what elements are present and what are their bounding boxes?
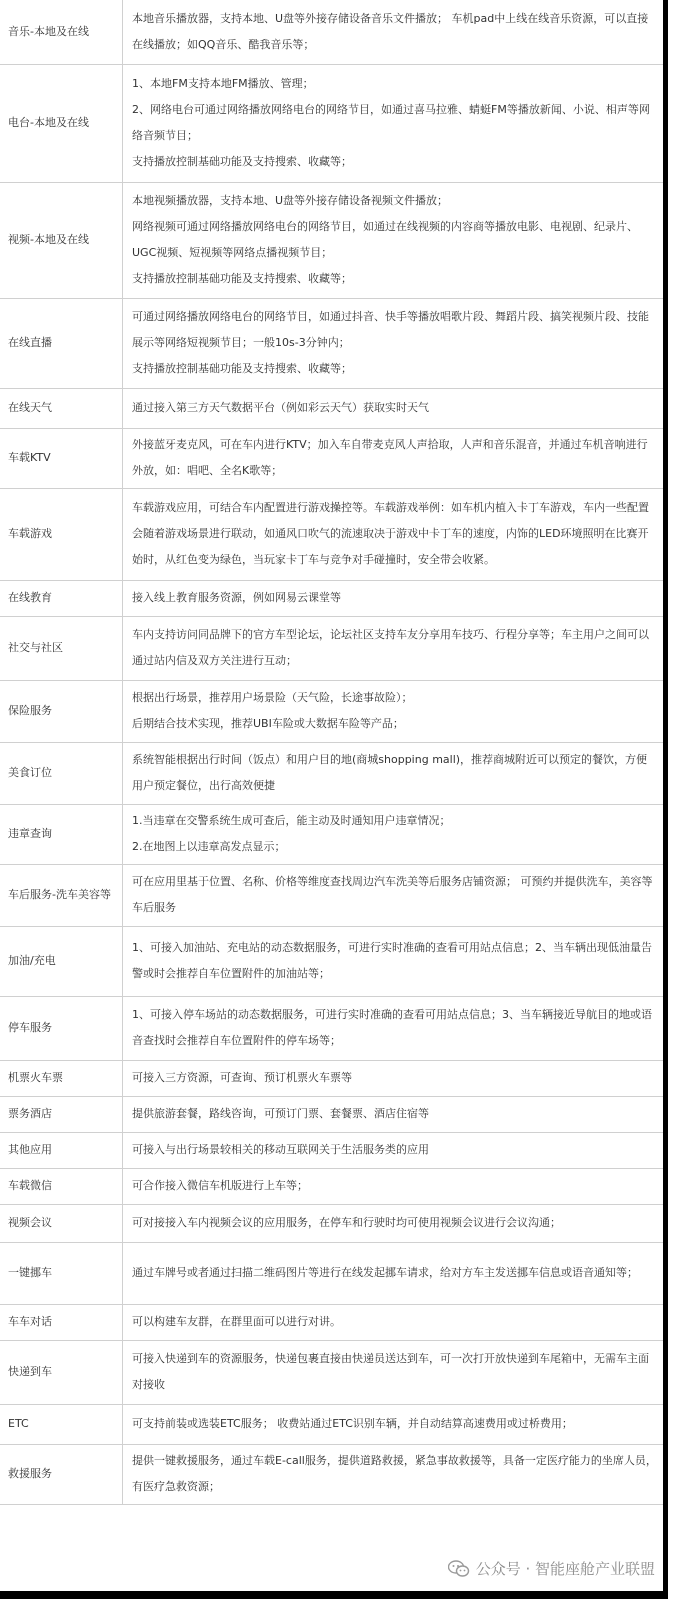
category-cell: 音乐-本地及在线 <box>0 0 123 64</box>
description-line: 1、可接入停车场站的动态数据服务，可进行实时准确的查看可用站点信息；3、当车辆接近导航目的地或语音查找时会推荐自车位置附件的停车场等； <box>132 1008 652 1047</box>
table-row <box>0 1096 663 1132</box>
table-row <box>0 0 663 64</box>
description-line: 可支持前装或选装ETC服务； 收费站通过ETC识别车辆，并自动结算高速费用或过桥费用； <box>132 1417 573 1430</box>
description-line: 可以构建车友群，在群里面可以进行对讲。 <box>132 1315 341 1328</box>
description-cell <box>123 580 664 616</box>
description-line: 提供一键救援服务，通过车载E-call服务，提供道路救援，紧急事故救援等，具备一定医疗能力的坐席人员，有医疗急救资源； <box>132 1454 657 1493</box>
category-cell: 加油/充电 <box>0 926 123 996</box>
table-row <box>0 1204 663 1242</box>
table-row <box>0 742 663 804</box>
description-line: 支持播放控制基础功能及支持搜索、收藏等； <box>132 272 352 285</box>
description-cell <box>123 488 664 580</box>
description-line: 可通过网络播放网络电台的网络节目，如通过抖音、快手等播放唱歌片段、舞蹈片段、搞笑视频片段、技能展示等网络短视频节目；一般10s-3分钟内； <box>132 310 649 349</box>
category-cell: 停车服务 <box>0 996 123 1060</box>
table-row <box>0 488 663 580</box>
description-line: 车载游戏应用，可结合车内配置进行游戏操控等。车载游戏举例：如车机内植入卡丁车游戏，车内一些配置会随着游戏场景进行联动，如通风口吹气的流速取决于游戏中卡丁车的速度，内饰的LED环境照明在比赛开始时，从红色变为绿色，当玩家卡丁车与竞争对手碰撞时，安全带会收紧。 <box>132 501 649 566</box>
table-row <box>0 616 663 680</box>
category-cell: 机票火车票 <box>0 1060 123 1096</box>
description-line: 网络视频可通过网络播放网络电台的网络节目，如通过在线视频的内容商等播放电影、电视剧、纪录片、UGC视频、短视频等网络点播视频节目； <box>132 220 638 259</box>
description-line: 车内支持访问同品牌下的官方车型论坛，论坛社区支持车友分享用车技巧、行程分享等；车主用户之间可以通过站内信及双方关注进行互动； <box>132 628 649 667</box>
description-line: 本地音乐播放器，支持本地、U盘等外接存储设备音乐文件播放； 车机pad中上线在线音乐资源，可以直接在线播放；如QQ音乐、酷我音乐等； <box>132 11 649 51</box>
table-row <box>0 298 663 388</box>
category-cell: 视频会议 <box>0 1204 123 1242</box>
watermark-footer <box>448 1558 655 1579</box>
description-line: 2、网络电台可通过网络播放网络电台的网络节目，如通过喜马拉雅、蜻蜓FM等播放新闻、小说、相声等网络音频节目； <box>132 103 650 142</box>
category-cell: ETC <box>0 1404 123 1444</box>
category-cell: 一键挪车 <box>0 1242 123 1304</box>
category-cell: 快递到车 <box>0 1340 123 1404</box>
description-cell <box>123 616 664 680</box>
category-cell: 电台-本地及在线 <box>0 64 123 182</box>
description-line: 通过接入第三方天气数据平台（例如彩云天气）获取实时天气 <box>132 401 429 414</box>
description-cell <box>123 1404 664 1444</box>
description-cell <box>123 742 664 804</box>
description-line: 通过车牌号或者通过扫描二维码图片等进行在线发起挪车请求，给对方车主发送挪车信息或语音通知等； <box>132 1266 638 1279</box>
category-cell: 保险服务 <box>0 680 123 742</box>
description-cell <box>123 804 664 864</box>
table-row <box>0 1132 663 1168</box>
description-cell <box>123 1204 664 1242</box>
description-cell <box>123 1060 664 1096</box>
table-row <box>0 680 663 742</box>
table-row <box>0 926 663 996</box>
description-cell <box>123 0 664 64</box>
table-row <box>0 1340 663 1404</box>
category-cell: 在线教育 <box>0 580 123 616</box>
description-line: 可合作接入微信车机版进行上车等； <box>132 1179 308 1192</box>
watermark-text: 公众号 · 智能座舱产业联盟 <box>475 1560 655 1578</box>
description-cell <box>123 1168 664 1204</box>
category-cell: 车载游戏 <box>0 488 123 580</box>
description-line: 可接入三方资源，可查询、预订机票火车票等 <box>132 1071 352 1084</box>
table-row <box>0 1242 663 1304</box>
category-cell: 车载微信 <box>0 1168 123 1204</box>
description-cell <box>123 388 664 428</box>
category-cell: 在线直播 <box>0 298 123 388</box>
category-cell: 美食订位 <box>0 742 123 804</box>
description-cell <box>123 680 664 742</box>
description-cell <box>123 1132 664 1168</box>
description-line: 可接入快递到车的资源服务，快递包裹直接由快递员送达到车，可一次打开放快递到车尾箱中，无需车主面对接收 <box>132 1352 649 1391</box>
description-cell <box>123 1242 664 1304</box>
description-cell <box>123 64 664 182</box>
table-row <box>0 1404 663 1444</box>
table-row <box>0 64 663 182</box>
table-row <box>0 580 663 616</box>
table-row <box>0 804 663 864</box>
description-line: 支持播放控制基础功能及支持搜索、收藏等； <box>132 362 352 375</box>
category-cell: 社交与社区 <box>0 616 123 680</box>
description-line: 1、本地FM支持本地FM播放、管理； <box>132 77 314 90</box>
category-cell: 车载KTV <box>0 428 123 488</box>
description-cell <box>123 1096 664 1132</box>
table-row <box>0 182 663 298</box>
description-cell <box>123 428 664 488</box>
description-cell <box>123 864 664 926</box>
category-cell: 在线天气 <box>0 388 123 428</box>
description-line: 可对接接入车内视频会议的应用服务，在停车和行驶时均可使用视频会议进行会议沟通； <box>132 1216 561 1229</box>
description-line: 2.在地图上以违章高发点显示； <box>132 840 286 853</box>
description-cell <box>123 1340 664 1404</box>
table-row <box>0 388 663 428</box>
table-row <box>0 428 663 488</box>
description-line: 可接入与出行场景较相关的移动互联网关于生活服务类的应用 <box>132 1143 429 1156</box>
category-cell: 视频-本地及在线 <box>0 182 123 298</box>
description-cell <box>123 926 664 996</box>
category-cell: 票务酒店 <box>0 1096 123 1132</box>
description-cell <box>123 298 664 388</box>
category-cell: 车后服务-洗车美容等 <box>0 864 123 926</box>
category-cell: 车车对话 <box>0 1304 123 1340</box>
category-cell: 违章查询 <box>0 804 123 864</box>
description-line: 提供旅游套餐，路线咨询，可预订门票、套餐票、酒店住宿等 <box>132 1107 429 1120</box>
table-row <box>0 1168 663 1204</box>
category-cell: 其他应用 <box>0 1132 123 1168</box>
description-line: 根据出行场景，推荐用户场景险（天气险，长途事故险）； <box>132 691 413 704</box>
wechat-icon <box>448 1560 470 1578</box>
table-row <box>0 996 663 1060</box>
table-row <box>0 1304 663 1340</box>
description-cell <box>123 1444 664 1504</box>
table-row <box>0 864 663 926</box>
description-line: 系统智能根据出行时间（饭点）和用户目的地(商城shopping mall)，推荐商城附近可以预定的餐饮，方便用户预定餐位，出行高效便捷 <box>132 753 648 792</box>
table-row <box>0 1060 663 1096</box>
description-line: 本地视频播放器，支持本地、U盘等外接存储设备视频文件播放； <box>132 194 449 207</box>
table-row <box>0 1444 663 1504</box>
description-cell <box>123 182 664 298</box>
description-line: 接入线上教育服务资源，例如网易云课堂等 <box>132 591 341 604</box>
description-cell <box>123 1304 664 1340</box>
description-line: 支持播放控制基础功能及支持搜索、收藏等； <box>132 155 352 168</box>
description-cell <box>123 996 664 1060</box>
description-line: 可在应用里基于位置、名称、价格等维度查找周边汽车洗美等后服务店铺资源； 可预约并提供洗车，美容等车后服务 <box>132 875 653 914</box>
description-line: 1.当违章在交警系统生成可查后，能主动及时通知用户违章情况； <box>132 814 451 827</box>
description-line: 1、可接入加油站、充电站的动态数据服务，可进行实时准确的查看可用站点信息；2、当车辆出现低油量告警或时会推荐自车位置附件的加油站等； <box>132 941 652 980</box>
category-cell: 救援服务 <box>0 1444 123 1504</box>
description-line: 后期结合技术实现，推荐UBI车险或大数据车险等产品； <box>132 717 404 730</box>
description-line: 外接蓝牙麦克风，可在车内进行KTV；加入车自带麦克风人声拾取，人声和音乐混音，并通过车机音响进行外放，如：唱吧、全名K歌等； <box>132 438 648 477</box>
